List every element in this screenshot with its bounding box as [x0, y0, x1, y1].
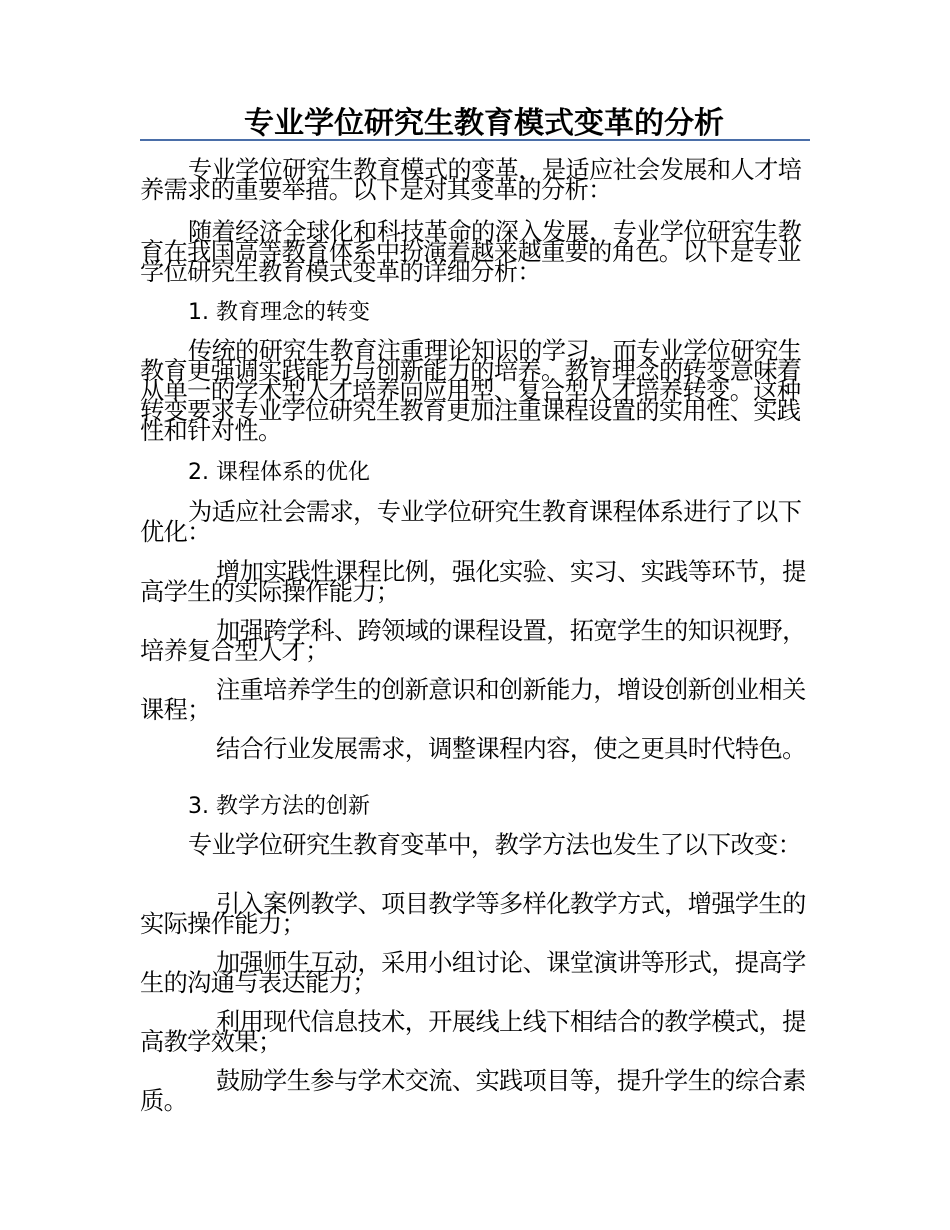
- list-item: 鼓励学生参与学术交流、实践项目等，提升学生的综合素质。: [140, 1067, 806, 1115]
- list-item: 结合行业发展需求，调整课程内容，使之更具时代特色。: [216, 735, 806, 763]
- list-item: 引入案例教学、项目教学等多样化教学方式，增强学生的实际操作能力；: [140, 890, 806, 938]
- section-3-paragraph: 专业学位研究生教育变革中，教学方法也发生了以下改变：: [188, 831, 802, 859]
- list-item: 加强师生互动，采用小组讨论、课堂演讲等形式，提高学生的沟通与表达能力；: [140, 949, 806, 997]
- list-item: 注重培养学生的创新意识和创新能力，增设创新创业相关课程；: [140, 676, 806, 724]
- section-heading-1: 1. 教育理念的转变: [188, 300, 370, 325]
- section-1-paragraph: 传统的研究生教育注重理论知识的学习，而专业学位研究生教育更强调实践能力与创新能力的培养。教育理念的转变意味着从单一的学术型人才培养向应用型、复合型人才培养转变。这种转变要求专业学位研究生教育更加注重课程设置的实用性、实践性和针对性。: [140, 337, 802, 445]
- list-item: 加强跨学科、跨领域的课程设置，拓宽学生的知识视野，培养复合型人才；: [140, 617, 806, 665]
- intro-paragraph: 专业学位研究生教育模式的变革，是适应社会发展和人才培养需求的重要举措。以下是对其变革的分析：: [140, 156, 802, 204]
- document-title: 专业学位研究生教育模式变革的分析: [244, 106, 724, 141]
- background-paragraph: 随着经济全球化和科技革命的深入发展，专业学位研究生教育在我国高等教育体系中扮演着越来越重要的角色。以下是专业学位研究生教育模式变革的详细分析：: [140, 218, 802, 286]
- section-heading-3: 3. 教学方法的创新: [188, 794, 370, 819]
- list-item: 利用现代信息技术，开展线上线下相结合的教学模式，提高教学效果；: [140, 1008, 806, 1056]
- list-item: 增加实践性课程比例，强化实验、实习、实践等环节，提高学生的实际操作能力；: [140, 558, 806, 606]
- title-underline: [140, 139, 810, 141]
- section-heading-2: 2. 课程体系的优化: [188, 460, 370, 485]
- section-2-paragraph: 为适应社会需求，专业学位研究生教育课程体系进行了以下优化：: [140, 498, 802, 546]
